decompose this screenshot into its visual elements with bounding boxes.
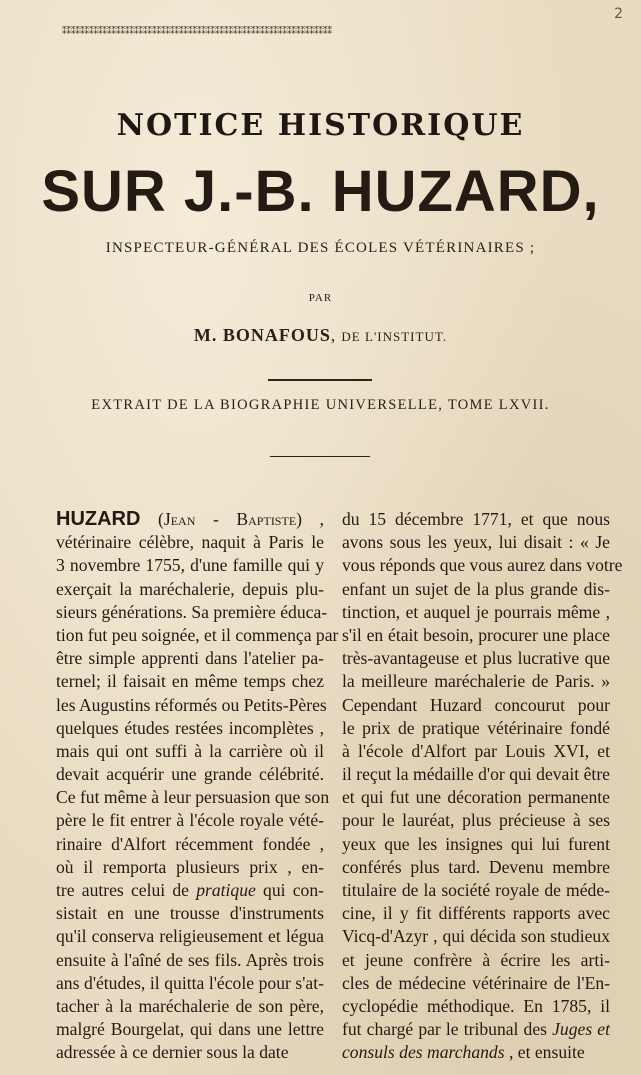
text-line: vétérinaire célèbre, naquit à Paris le [56, 532, 324, 553]
divider-rule [268, 379, 372, 381]
text-line: cyclopédie méthodique. En 1785, il [342, 995, 610, 1016]
ornamental-border: ⁑⁑⁑⁑⁑⁑⁑⁑⁑⁑⁑⁑⁑⁑⁑⁑⁑⁑⁑⁑⁑⁑⁑⁑⁑⁑⁑⁑⁑⁑⁑⁑⁑⁑⁑⁑⁑⁑⁑⁑⁑⁑⁑⁑⁑⁑⁑⁑⁑⁑⁑⁑⁑⁑⁑⁑⁑⁑⁑⁑ [62, 27, 332, 37]
text-line: et jeune confrère à écrire les arti- [342, 949, 610, 970]
text-line: être simple apprenti dans l'atelier pa- [56, 648, 324, 669]
text-line: exerçait la maréchalerie, depuis plu- [56, 578, 324, 599]
entry-name: HUZARD [56, 508, 141, 530]
text-line: yeux que les insignes qui lui furent [342, 833, 610, 854]
text-line: tion fut peu soignée, et il commença par [56, 624, 339, 645]
author-separator: , [330, 326, 342, 345]
text-line: ans d'études, il quitta l'école pour s'at- [56, 972, 324, 993]
text-line: qu'il conserva religieusement et légua [56, 926, 324, 947]
italic-term: consuls des marchands [342, 1042, 505, 1063]
by-line-par: PAR [308, 292, 333, 304]
text-line: s'il en était besoin, procurer une place [342, 624, 610, 645]
divider-rule [270, 456, 370, 457]
text-line: Cependant Huzard concourut pour [342, 694, 610, 715]
text-line: et qui fut une décoration permanente [342, 787, 610, 808]
text-line: où il remporta plusieurs prix , en- [56, 856, 324, 877]
text-line: cine, il y fit différents rapports avec [342, 903, 610, 924]
text-line: ternel; il faisait en même temps chez [56, 671, 324, 692]
text-line: enfant un sujet de la plus grande dis- [342, 578, 610, 599]
text-line: 3 novembre 1755, d'une famille qui y [56, 555, 324, 576]
extrait-line: EXTRAIT DE LA BIOGRAPHIE UNIVERSELLE, TOME LXVII. [91, 397, 550, 413]
text-line: titulaire de la société royale de méde- [342, 880, 610, 900]
author-institution: DE L'INSTITUT. [341, 329, 448, 344]
text-line: du 15 décembre 1771, et que nous [342, 509, 610, 529]
text-line: quelques études restées incomplètes , [56, 717, 324, 738]
subtitle: INSPECTEUR-GÉNÉRAL DES ÉCOLES VÉTÉRINAIRES ; [105, 240, 536, 256]
text-line: vous réponds que vous aurez dans votre [342, 555, 623, 576]
text-line: il reçut la médaille d'or qui devait être [342, 764, 610, 785]
text-line: les Augustins réformés ou Petits-Pères [56, 694, 327, 715]
text-line: ensuite à l'aîné de ses fils. Après trois [56, 949, 324, 970]
right-column [342, 508, 623, 1065]
text-line: rinaire d'Alfort récemment fondée , [56, 833, 324, 854]
page-corner-mark: 2 [614, 6, 623, 22]
text-line: pour le lauréat, plus précieuse à ses [342, 810, 610, 831]
text-fragment: qui con- [255, 880, 324, 900]
text-line: tinction, et auquel je pourrais même , [342, 601, 610, 622]
italic-term: pratique [196, 880, 256, 900]
text-line: avons sous les yeux, lui disait : « Je [342, 532, 610, 553]
text-line: la meilleure maréchalerie de Paris. » [342, 671, 610, 692]
author-name: M. BONAFOUS [193, 325, 331, 345]
text-line: cles de médecine vétérinaire de l'En- [342, 972, 610, 993]
text-line: adressée à ce dernier sous la date [56, 1042, 289, 1063]
text-line: père le fit entrer à l'école royale vété- [56, 810, 324, 831]
left-column [56, 508, 339, 1065]
text-line: Vicq-d'Azyr , qui décida son studieux [342, 926, 610, 947]
text-line: tacher à la maréchalerie de son père, [56, 995, 324, 1016]
text-line: Ce fut même à leur persuasion que son [56, 787, 330, 808]
text-line [342, 1018, 610, 1041]
text-fragment: fut chargé par le tribunal des [342, 1019, 553, 1040]
text-line: sieurs générations. Sa première éduca- [56, 601, 328, 622]
text-line: sistait en une trousse d'instruments [56, 903, 324, 924]
text-line: le prix de pratique vétérinaire fondé [342, 717, 610, 738]
text-line: malgré Bourgelat, qui dans une lettre [56, 1019, 324, 1040]
text-line [56, 879, 324, 902]
text-line: très-avantageuse et plus lucrative que [342, 648, 610, 669]
text-line: conférés plus tard. Devenu membre [342, 856, 610, 877]
entry-given-names: (Jean - Baptiste) , [140, 509, 324, 529]
text-line: mais qui ont suffi à la carrière où il [56, 740, 324, 761]
title-notice-historique: NOTICE HISTORIQUE [116, 108, 525, 143]
italic-term: Juges et [552, 1019, 610, 1040]
text-line: à l'école d'Alfort par Louis XVI, et [342, 740, 610, 761]
text-line [342, 1041, 610, 1064]
author-line [0, 325, 641, 346]
text-fragment: tre autres celui de [56, 880, 197, 900]
title-main: SUR J.-B. HUZARD, [41, 159, 600, 224]
text-line [56, 508, 324, 531]
text-fragment: , et ensuite [504, 1042, 585, 1063]
text-line: devait acquérir une grande célébrité. [56, 764, 324, 785]
